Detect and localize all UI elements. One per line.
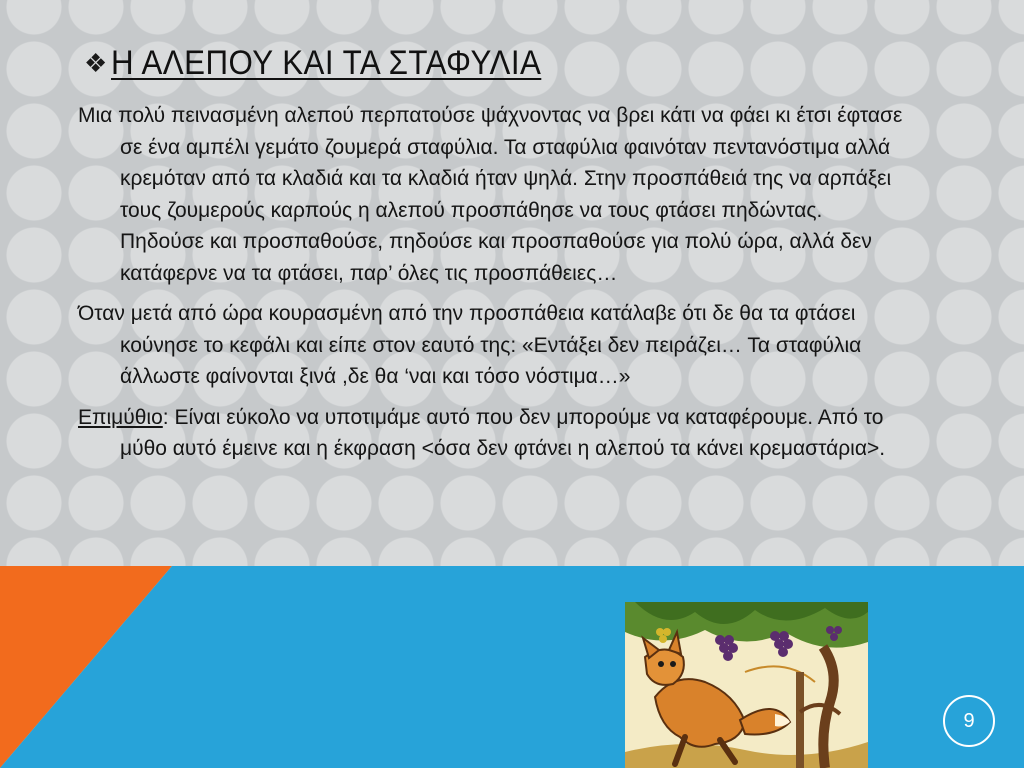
fox-and-grapes-illustration xyxy=(625,602,868,768)
title-text: Η ΑΛΕΠΟΥ ΚΑΙ ΤΑ ΣΤΑΦΥΛΙΑ xyxy=(111,43,542,82)
story-body xyxy=(78,100,908,465)
slide-title xyxy=(84,38,579,88)
moral-paragraph xyxy=(78,402,908,465)
moral-text: : Είναι εύκολο να υποτιμάμε αυτό που δεν μπορούμε να καταφέρουμε. Από το μύθο αυτό έμεινε και η έκφραση <όσα δεν φτάνει η αλεπού τα κάνει κρεμαστάρια>. xyxy=(120,405,886,460)
moral-label: Επιμύθιο xyxy=(78,405,163,429)
page-number-badge: 9 xyxy=(943,695,995,747)
story-paragraph-1: Μια πολύ πεινασμένη αλεπού περπατούσε ψάχνοντας να βρει κάτι να φάει κι έτσι έφτασε σε ένα αμπέλι γεμάτο ζουμερά σταφύλια. Τα σταφύλια φαινόταν πεντανόστιμα αλλά κρεμόταν από τα κλαδιά και τα κλαδιά ήταν ψηλά. Στην προσπάθειά της να αρπάξει τους ζουμερούς καρπούς η αλεπού προσπάθησε να τους φτάσει πηδώντας. Πηδούσε και προσπαθούσε, πηδούσε και προσπαθούσε για πολύ ώρα, αλλά δεν κατάφερνε να τα φτάσει, παρ’ όλες τις προσπάθειες… xyxy=(78,104,903,285)
blue-band xyxy=(0,566,1024,768)
diamond-bullet-icon: ❖ xyxy=(84,48,108,78)
story-paragraph-2: Όταν μετά από ώρα κουρασμένη από την προσπάθεια κατάλαβε ότι δε θα τα φτάσει κούνησε το κεφάλι και είπε στον εαυτό της: «Εντάξει δεν πειράζει… Τα σταφύλια άλλωστε φαίνονται ξινά ,δε θα ‘ναι και τόσο νόστιμα…» xyxy=(78,302,862,388)
